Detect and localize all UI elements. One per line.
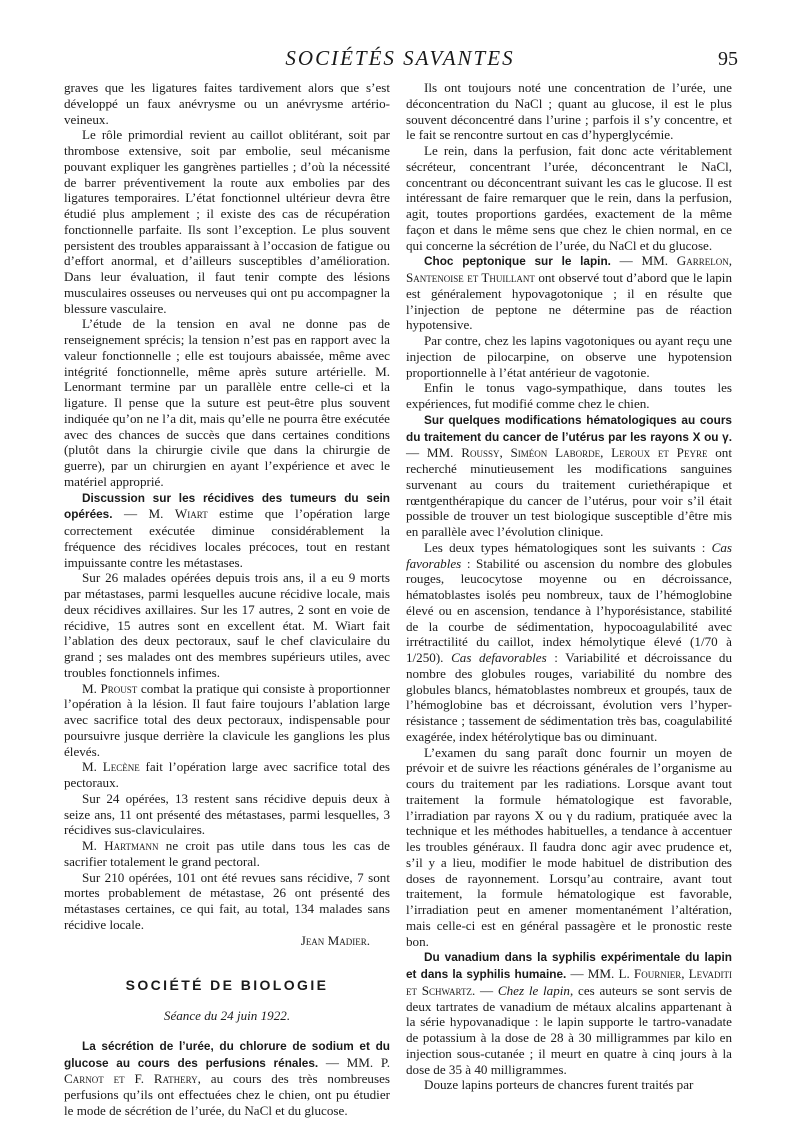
paragraph	[406, 540, 732, 745]
article-title: Discussion sur les récidives des tumeurs du sein opérées.	[64, 490, 390, 522]
seance-date: Séance du 24 juin 1922.	[163, 1008, 291, 1023]
dash: — M.	[112, 506, 175, 522]
article-title: Choc peptonique sur le lapin.	[424, 254, 611, 269]
paragraph-text: ont recherché minutieusement les modifications sanguines survenant au cours du traitement curiethérapique et rœntgenthérapique du cancer de l’utérus, pour voir s’il était possible de trouver un test biologique susceptible d’être mis en parallèle avec l’évolution clinique.	[406, 445, 732, 539]
author-name: Lecène	[102, 759, 140, 775]
dash: — MM.	[318, 1054, 381, 1070]
prefix: M.	[82, 759, 103, 775]
italic-term: Cas favorables	[406, 539, 732, 571]
author-name: Hartmann	[104, 838, 159, 853]
paragraph-text: , ces auteurs se sont servis de deux tartrates de vanadium de métaux alcalins appartenant à la série hypovanadique : le lapin supporte le tartro-vanadate de potassium à la dose de 28 à 30 milligrammes par kilo en injection sous-cutanée ; il meurt en quatre à cinq jours à la dose de 35 à 40 milligrammes.	[406, 982, 732, 1077]
paragraph	[64, 681, 390, 760]
italic-term: Chez le lapin	[497, 982, 570, 998]
paragraph: Par contre, chez les lapins vagotoniques ou ayant reçu une injection de pilocarpine, on observe une hypotension proportionnelle à l’état antérieur de vagotonie.	[406, 333, 732, 380]
paragraph-text: ne croit pas utile dans tous les cas de sacrifier totalement le grand pectoral.	[64, 838, 390, 869]
paragraph: Sur 210 opérées, 101 ont été revues sans récidive, 7 sont mortes probablement de métastase, 26 ont présenté des métastases certaines, ce qui fait, au total, 134 malades sans récidive locale.	[64, 869, 390, 932]
author-name: Proust	[100, 680, 138, 696]
paragraph-discussion	[64, 490, 390, 571]
paragraph: L’étude de la tension en aval ne donne pas de renseignement sprécis; la tension n’est pas en rapport avec la valeur fonctionnelle ; elle est toujours abaissée, même avec intégrité fonctionnelle, même après suture artérielle. M. Lenormant termine par un parallèle entre celle-ci et la ligature. Il pense que la suture est peut-être plus souvent indiquée qu’on ne l’a dit, mais qu’elle ne pourra être exécutée avec des chances de succès que dans certaines conditions (plutôt dans la chirurgie civile que dans la chirurgie de guerre), par un chirurgien en ayant l’expérience et avec le matériel approprié.	[64, 316, 390, 489]
paragraph: Douze lapins porteurs de chancres furent traités par	[424, 1077, 694, 1093]
article-title: La sécrétion de l’urée, du chlorure de sodium et du glucose au cours des perfusions rénales.	[64, 1038, 390, 1070]
paragraph: Le rôle primordial revient au caillot oblitérant, soit par thrombose extensive, soit par embolie, seul mécanisme pouvant expliquer les gangrènes partielles ; d’où la nécessité de barrer préventivement la route aux embolies par des ligatures temporaires. L’état fonctionnel ultérieur devra être étudié plus amplement ; il existe des cas de récupération fonctionnelle parfaite. Ils sont l’exception. Le plus souvent persistent des troubles apparaissant à l’occasion de fatigue ou d’effort anormal, et d’ailleurs susceptibles d’amélioration. Dans leur évaluation, il faut tenir compte des lésions musculaires osseuses ou nerveuses qui ont pu accompagner la blessure vasculaire.	[64, 127, 390, 316]
paragraph-text: : Stabilité ou ascension du nombre des globules rouges, leucocytose moyenne ou en décroissance, hématoblastes isolés peu nombreux, taux de l’hémoglobine élevé ou en ascension, tendance à l’hyporésistance, stabilité de la courbe de sédimentation, hypocoagulabilité avec irrétractilité du caillot, index hémolytique élevé (1/70 à 1/250).	[406, 555, 732, 665]
paragraph: Sur 24 opérées, 13 restent sans récidive depuis deux à seize ans, 11 ont présenté des métastases, parmi lesquelles, 3 récidives sus-claviculaires.	[64, 790, 390, 838]
paragraph: graves que les ligatures faites tardivement alors que s’est développé un faux anévrysme ou un anévrysme artério-veineux.	[64, 80, 390, 127]
dash: — MM.	[406, 445, 462, 461]
article-title: Sur quelques modifications hématologiques au cours du traitement du cancer de l’utérus par les rayons X ou γ.	[406, 412, 732, 444]
right-column	[406, 80, 732, 1093]
running-title: SOCIÉTÉS SAVANTES	[285, 46, 515, 70]
author-name: Garrelon, Santenoise et Thuillant	[406, 253, 732, 285]
paragraph: L’examen du sang paraît donc fournir un moyen de prévoir et de suivre les réactions générales de l’organisme au cours du traitement par les radiations. Lorsque avant tout traitement la formule hématologique est favorable, l’irradiation par rayons X ou γ du radium, pratiquée avec la technique et les méthodes habituelles, a tendance à accentuer les troubles généraux. Il faudra donc agir avec prudence et, s’il y a lieu, modifier le mode habituel de distribution des doses de rayonnement. Lorsqu’au contraire, avant tout traitement, la formule hématologique est favorable, l’irradiation peut en amener momentanément l’altération, mais celle-ci est en général passagère et le pronostic reste bon.	[406, 744, 732, 949]
paragraph-text: ont observé tout d’abord que le lapin est généralement hypovagotonique ; il en résulte que l’injection de peptone ne détermine pas de réaction hypotensive.	[406, 270, 732, 333]
dash: . —	[472, 982, 498, 998]
paragraph	[406, 949, 732, 1077]
page-header	[62, 46, 738, 76]
author-name: L. Fournier, Levaditi et Schwartz	[406, 966, 732, 998]
paragraph	[406, 253, 732, 333]
paragraph: Sur 26 malades opérées depuis trois ans, il a eu 9 morts par métastases, parmi lesquelles aucune récidive locale, mais deux récidives axillaires. Sur les 17 autres, 2 sont en voie de récidive, 15 autres sont en excellent état. M. Wiart fait l’ablation des deux pectoraux, sauf le chef claviculaire du grand ; ses malades ont des membres supérieurs utiles, avec troubles fonctionnels infimes.	[64, 570, 390, 680]
paragraph	[64, 759, 390, 791]
page-number: 95	[718, 48, 738, 70]
dash: — MM.	[610, 253, 677, 269]
paragraph-text: combat la pratique qui consiste à proportionner l’opération à la lésion. Il faut faire toujours l’ablation large avec sacrifice total des deux pectoraux, indispensable pour poursuivre jusque derrière la clavicule les ganglions les plus élevés.	[64, 680, 390, 759]
paragraph-text: fait l’opération large avec sacrifice total des pectoraux.	[64, 759, 390, 790]
dash: — MM.	[566, 966, 619, 981]
italic-term: Cas defavorables	[451, 650, 547, 665]
section-title: SOCIÉTÉ DE BIOLOGIE	[125, 977, 329, 994]
paragraph: Ils ont toujours noté une concentration de l’urée, une déconcentration du NaCl ; quant au glucose, il est le plus souvent déconcentré dans l’urine ; parfois il s’y concentre, et le fait se rencontre surtout en cas d’hyperglycémie.	[406, 80, 732, 143]
paragraph: Le rein, dans la perfusion, fait donc acte véritablement sécréteur, concentrant l’urée, déconcentrant le NaCl, concentrant ou déconcentrant suivant les cas le glucose. Il est intéressant de faire remarquer que le rein, dans la perfusion, agit, toutes proportions gardées, exactement de la même façon et dans le même sens que chez le chien normal, en ce qui concerne la sécrétion de l’urée, du NaCl et du glucose.	[406, 143, 732, 253]
prefix: M.	[82, 680, 101, 696]
paragraph	[64, 838, 390, 870]
paragraph-text: Les deux types hématologiques sont les suivants :	[424, 539, 712, 555]
paragraph-text: : Variabilité et décroissance du nombre des globules rouges, variabilité du nombre des globules blancs, hématoblastes nombreux et groupés, taux de l’hémoglobine bas et décroissant, évolution vers l’hyper-résistance ; tassement de sédimentation très bas, coagulabilité exagérée, index hétérolytique bas ou diminuant.	[406, 650, 732, 744]
signature: Jean Madier.	[300, 932, 370, 948]
article-title: Du vanadium dans la syphilis expérimentale du lapin et dans la syphilis humaine.	[406, 950, 732, 981]
author-name: Roussy, Siméon Laborde, Leroux et Peyre	[461, 445, 708, 461]
paragraph-text: estime que l’opération large correctement exécutée diminue considérablement la fréquence des récidives locales précoces, tout en restant impuissante contre les métastases.	[64, 506, 390, 570]
paragraph	[64, 1038, 390, 1119]
author-name: P. Carnot et F. Rathery	[64, 1054, 390, 1087]
paragraph	[406, 412, 732, 540]
paragraph: Enfin le tonus vago-sympathique, dans toutes les expériences, fut modifié comme chez le chien.	[406, 380, 732, 411]
author-name: Wiart	[174, 506, 208, 522]
paragraph-text: , au cours des très nombreuses perfusions qu’ils ont effectuées chez le chien, ont pu étudier le mode de sécrétion de l’urée, du NaCl et du glucose.	[64, 1071, 390, 1118]
prefix: M.	[82, 838, 105, 853]
left-column	[64, 80, 390, 1119]
